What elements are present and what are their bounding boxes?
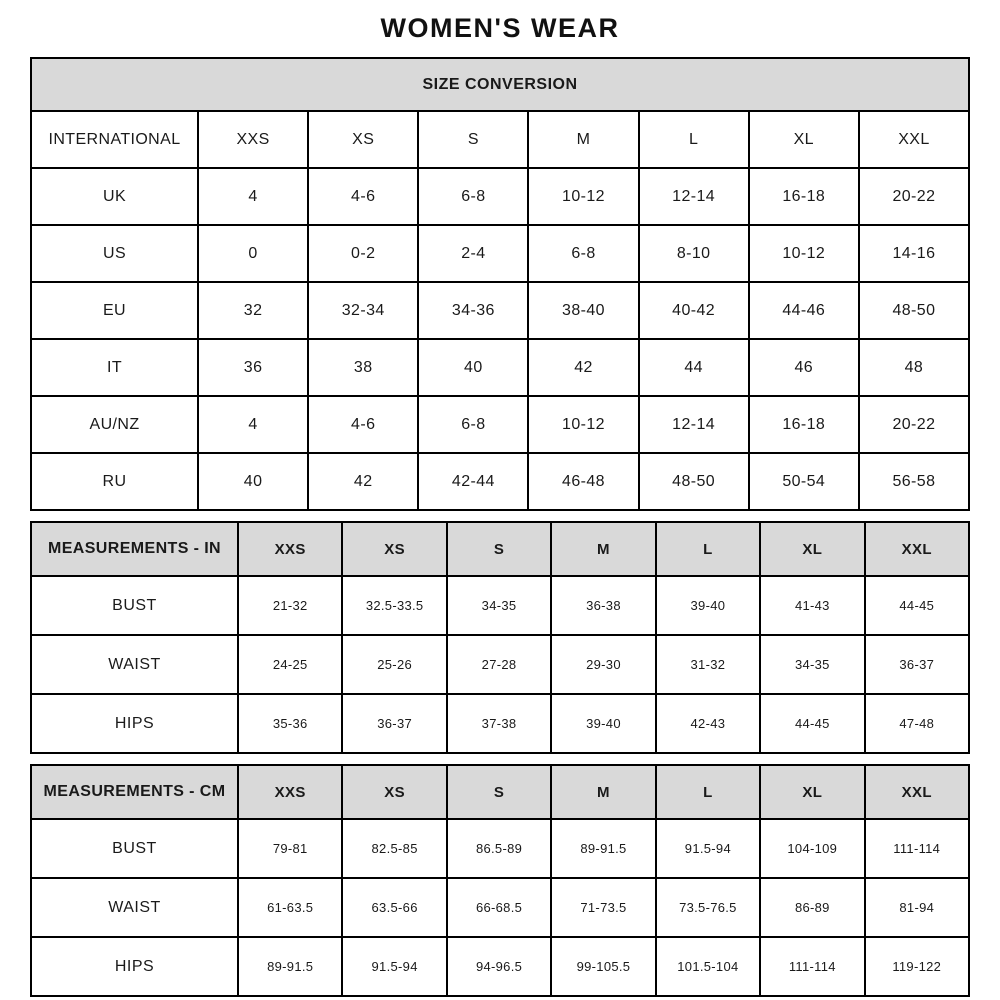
size-cell: 50-54	[749, 453, 859, 510]
row-label: HIPS	[31, 694, 238, 753]
column-header-xxs: XXS	[238, 765, 342, 819]
measurement-cell: 61-63.5	[238, 878, 342, 937]
size-header-row	[31, 111, 969, 168]
size-cell: 46-48	[528, 453, 638, 510]
size-cell: 6-8	[418, 168, 528, 225]
page-title: WOMEN'S WEAR	[380, 13, 620, 43]
table-row-ru	[31, 453, 969, 510]
column-header-xxs: XXS	[238, 522, 342, 576]
size-cell: 4	[198, 396, 308, 453]
row-label: EU	[31, 282, 198, 339]
table-title-row	[31, 58, 969, 111]
table-row-bust-cm	[31, 819, 969, 878]
row-label: BUST	[31, 576, 238, 635]
measurement-cell: 86-89	[760, 878, 864, 937]
row-label: HIPS	[31, 937, 238, 996]
measurement-cell: 66-68.5	[447, 878, 551, 937]
size-cell: 40	[198, 453, 308, 510]
size-cell: 20-22	[859, 396, 969, 453]
measurement-cell: 91.5-94	[656, 819, 760, 878]
measurement-cell: 31-32	[656, 635, 760, 694]
measurements-in-header-row	[31, 522, 969, 576]
size-cell: 44-46	[749, 282, 859, 339]
size-cell: 4	[198, 168, 308, 225]
measurement-cell: 39-40	[656, 576, 760, 635]
measurement-cell: 24-25	[238, 635, 342, 694]
row-label: US	[31, 225, 198, 282]
measurement-cell: 86.5-89	[447, 819, 551, 878]
column-header-s: S	[418, 111, 528, 168]
measurement-cell: 39-40	[551, 694, 655, 753]
size-cell: 38-40	[528, 282, 638, 339]
size-cell: 32	[198, 282, 308, 339]
table-row-waist-cm	[31, 878, 969, 937]
row-label: WAIST	[31, 878, 238, 937]
measurement-cell: 104-109	[760, 819, 864, 878]
column-header-xl: XL	[749, 111, 859, 168]
row-label: UK	[31, 168, 198, 225]
column-header-xs: XS	[342, 765, 446, 819]
measurement-cell: 25-26	[342, 635, 446, 694]
size-cell: 48	[859, 339, 969, 396]
measurements-cm-header-row	[31, 765, 969, 819]
measurement-cell: 36-37	[342, 694, 446, 753]
measurement-cell: 32.5-33.5	[342, 576, 446, 635]
column-header-m: M	[551, 765, 655, 819]
table-row-us	[31, 225, 969, 282]
measurement-cell: 101.5-104	[656, 937, 760, 996]
measurement-cell: 21-32	[238, 576, 342, 635]
measurement-cell: 89-91.5	[551, 819, 655, 878]
size-cell: 14-16	[859, 225, 969, 282]
measurement-cell: 27-28	[447, 635, 551, 694]
size-cell: 10-12	[528, 168, 638, 225]
table-row-hips-in	[31, 694, 969, 753]
table-row-bust-in	[31, 576, 969, 635]
size-cell: 32-34	[308, 282, 418, 339]
column-header-xl: XL	[760, 522, 864, 576]
measurement-cell: 37-38	[447, 694, 551, 753]
column-header-xxl: XXL	[865, 765, 969, 819]
table-row-hips-cm	[31, 937, 969, 996]
size-conversion-title: SIZE CONVERSION	[31, 58, 969, 111]
measurements-in-title: MEASUREMENTS - IN	[31, 522, 238, 576]
row-label: WAIST	[31, 635, 238, 694]
measurement-cell: 36-37	[865, 635, 969, 694]
measurement-cell: 79-81	[238, 819, 342, 878]
size-cell: 56-58	[859, 453, 969, 510]
measurement-cell: 34-35	[760, 635, 864, 694]
measurement-cell: 99-105.5	[551, 937, 655, 996]
column-header-xxs: XXS	[198, 111, 308, 168]
size-cell: 8-10	[639, 225, 749, 282]
measurement-cell: 89-91.5	[238, 937, 342, 996]
measurement-cell: 94-96.5	[447, 937, 551, 996]
table-row-aunz	[31, 396, 969, 453]
size-cell: 42-44	[418, 453, 528, 510]
column-header-s: S	[447, 522, 551, 576]
table-row-uk	[31, 168, 969, 225]
size-cell: 2-4	[418, 225, 528, 282]
column-header-l: L	[639, 111, 749, 168]
row-label: IT	[31, 339, 198, 396]
size-cell: 40-42	[639, 282, 749, 339]
size-cell: 10-12	[528, 396, 638, 453]
size-cell: 6-8	[528, 225, 638, 282]
size-cell: 40	[418, 339, 528, 396]
measurement-cell: 47-48	[865, 694, 969, 753]
size-cell: 44	[639, 339, 749, 396]
size-cell: 0	[198, 225, 308, 282]
size-cell: 46	[749, 339, 859, 396]
table-row-waist-in	[31, 635, 969, 694]
column-header-m: M	[551, 522, 655, 576]
measurement-cell: 29-30	[551, 635, 655, 694]
size-cell: 4-6	[308, 396, 418, 453]
measurements-cm-title: MEASUREMENTS - CM	[31, 765, 238, 819]
size-cell: 10-12	[749, 225, 859, 282]
row-label: AU/NZ	[31, 396, 198, 453]
measurement-cell: 63.5-66	[342, 878, 446, 937]
size-cell: 12-14	[639, 168, 749, 225]
table-row-it	[31, 339, 969, 396]
measurement-cell: 44-45	[865, 576, 969, 635]
measurement-cell: 41-43	[760, 576, 864, 635]
column-header-s: S	[447, 765, 551, 819]
measurement-cell: 35-36	[238, 694, 342, 753]
measurement-cell: 82.5-85	[342, 819, 446, 878]
column-header-xxl: XXL	[859, 111, 969, 168]
size-cell: 0-2	[308, 225, 418, 282]
measurement-cell: 36-38	[551, 576, 655, 635]
column-header-m: M	[528, 111, 638, 168]
measurement-cell: 42-43	[656, 694, 760, 753]
column-header-l: L	[656, 522, 760, 576]
size-cell: 4-6	[308, 168, 418, 225]
column-header-xs: XS	[342, 522, 446, 576]
measurement-cell: 111-114	[760, 937, 864, 996]
size-cell: 38	[308, 339, 418, 396]
measurement-cell: 71-73.5	[551, 878, 655, 937]
column-header-xs: XS	[308, 111, 418, 168]
column-header-xl: XL	[760, 765, 864, 819]
measurement-cell: 81-94	[865, 878, 969, 937]
size-cell: 48-50	[639, 453, 749, 510]
row-label: RU	[31, 453, 198, 510]
size-cell: 48-50	[859, 282, 969, 339]
measurement-cell: 44-45	[760, 694, 864, 753]
size-cell: 16-18	[749, 168, 859, 225]
size-cell: 6-8	[418, 396, 528, 453]
measurement-cell: 111-114	[865, 819, 969, 878]
table-row-eu	[31, 282, 969, 339]
row-label: BUST	[31, 819, 238, 878]
size-cell: 42	[308, 453, 418, 510]
column-header-l: L	[656, 765, 760, 819]
measurements-in-table	[30, 521, 970, 754]
size-cell: 36	[198, 339, 308, 396]
measurement-cell: 73.5-76.5	[656, 878, 760, 937]
measurement-cell: 119-122	[865, 937, 969, 996]
size-cell: 20-22	[859, 168, 969, 225]
measurements-cm-table	[30, 764, 970, 997]
size-cell: 42	[528, 339, 638, 396]
measurement-cell: 91.5-94	[342, 937, 446, 996]
size-cell: 16-18	[749, 396, 859, 453]
size-cell: 34-36	[418, 282, 528, 339]
measurement-cell: 34-35	[447, 576, 551, 635]
size-cell: 12-14	[639, 396, 749, 453]
column-header-international: INTERNATIONAL	[31, 111, 198, 168]
column-header-xxl: XXL	[865, 522, 969, 576]
size-conversion-table	[30, 57, 970, 511]
